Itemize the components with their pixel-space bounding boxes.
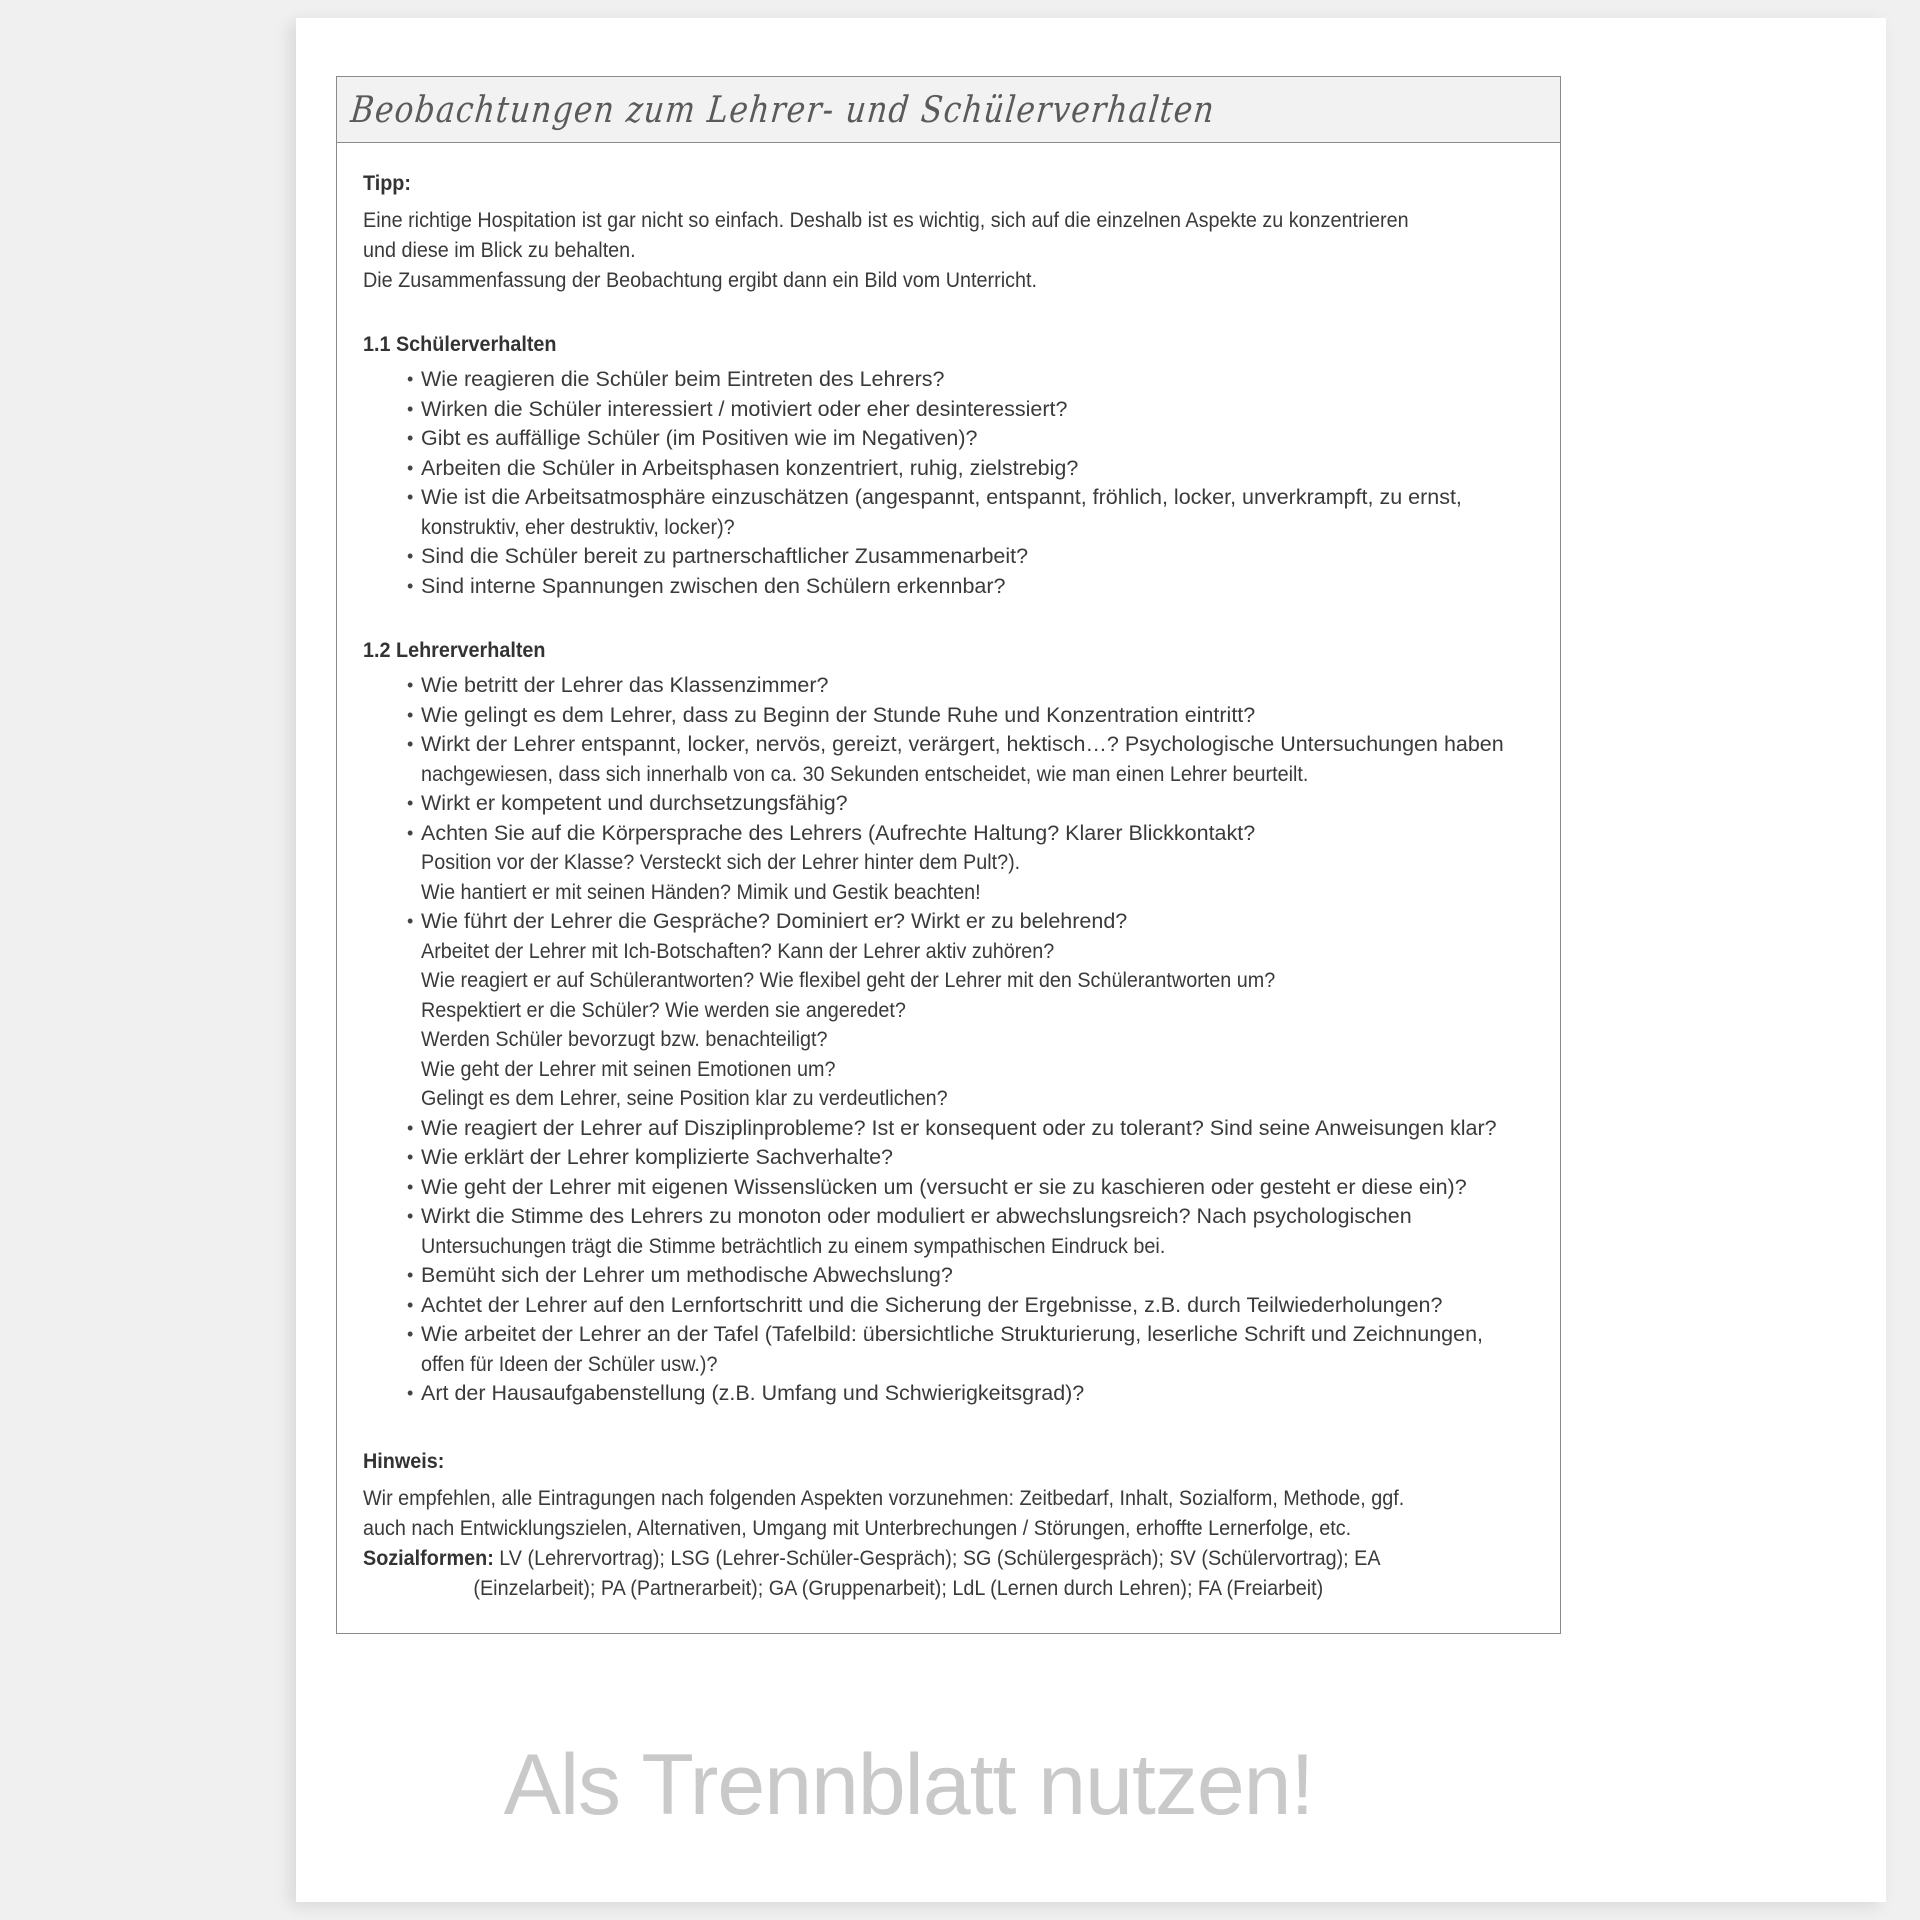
social-forms-line-1 [363,1543,1440,1573]
watermark-text: Als Trennblatt nutzen! [503,1737,1314,1833]
note-line-2: auch nach Entwicklungszielen, Alternativen, Umgang mit Unterbrechungen / Störungen, erhoffte Lernerfolge, etc. [363,1516,1352,1540]
tip-block [363,167,1534,295]
list-item-line: Wirken die Schüler interessiert / motiviert oder eher desinteressiert? [421,396,1068,421]
note-block [363,1445,1534,1603]
list-item-line: konstruktiv, eher destruktiv, locker)? [421,514,735,539]
list-item [363,395,1534,425]
list-item-line: Gibt es auffällige Schüler (im Positiven wie im Negativen)? [421,426,978,451]
list-item-line: Wie hantiert er mit seinen Händen? Mimik und Gestik beachten! [421,879,981,904]
list-item [363,1143,1534,1173]
paper-sheet [296,18,1886,1902]
tip-line-2: und diese im Blick zu behalten. [363,238,636,263]
list-item-line: Wie reagieren die Schüler beim Eintreten des Lehrers? [421,367,945,392]
bullet-list-1-1 [363,365,1534,601]
social-forms-line-2: (Einzelarbeit); PA (Partnerarbeit); GA (Gruppenarbeit); LdL (Lernen durch Lehren); FA (Freiarbeit) [473,1576,1324,1600]
section-lehrerverhalten [363,635,1534,1409]
list-item [363,1261,1534,1291]
list-item-line: Sind interne Spannungen zwischen den Schülern erkennbar? [421,573,1006,598]
section-heading-1-2: 1.2 Lehrerverhalten [363,638,546,663]
list-item [363,701,1534,731]
social-forms-text: LV (Lehrervortrag); LSG (Lehrer-Schüler-Gespräch); SG (Schülergespräch); SV (Schülervortrag); EA [493,1546,1381,1570]
note-line-1: Wir empfehlen, alle Eintragungen nach folgenden Aspekten vorzunehmen: Zeitbedarf, Inhalt, Sozialform, Methode, ggf. [363,1486,1405,1510]
list-item [363,730,1534,789]
list-item [363,1114,1534,1144]
list-item-line: Wie geht der Lehrer mit eigenen Wissenslücken um (versucht er sie zu kaschieren oder gesteht er diese ein)? [421,1174,1467,1199]
list-item-line: Wie reagiert der Lehrer auf Disziplinprobleme? Ist er konsequent oder zu tolerant? Sind seine Anweisungen klar? [421,1115,1497,1140]
tip-line-3: Die Zusammenfassung der Beobachtung ergibt dann ein Bild vom Unterricht. [363,268,1037,293]
list-item-line: Wie gelingt es dem Lehrer, dass zu Beginn der Stunde Ruhe und Konzentration eintritt? [421,702,1256,727]
list-item-line: Wie reagiert er auf Schülerantworten? Wie flexibel geht der Lehrer mit den Schülerantworten um? [421,968,1276,993]
list-item-line: Gelingt es dem Lehrer, seine Position klar zu verdeutlichen? [421,1086,948,1111]
document-title-bar [337,77,1560,143]
list-item-line: Wirkt der Lehrer entspannt, locker, nervös, gereizt, verärgert, hektisch…? Psychologische Untersuchungen haben [421,732,1504,757]
list-item [363,483,1534,542]
list-item [363,542,1534,572]
document-frame [336,76,1561,1634]
list-item-line: Wie betritt der Lehrer das Klassenzimmer? [421,673,829,698]
list-item [363,572,1534,602]
list-item-line: Arbeiten die Schüler in Arbeitsphasen konzentriert, ruhig, zielstrebig? [421,455,1079,480]
list-item-line: Wie erklärt der Lehrer komplizierte Sachverhalte? [421,1145,894,1170]
list-item-line: Respektiert er die Schüler? Wie werden sie angeredet? [421,997,906,1022]
list-item-line: Position vor der Klasse? Versteckt sich der Lehrer hinter dem Pult?). [421,850,1021,875]
list-item [363,907,1534,1114]
section-heading-1-1: 1.1 Schülerverhalten [363,332,557,357]
list-item [363,1202,1534,1261]
list-item [363,454,1534,484]
list-item-line: Wie arbeitet der Lehrer an der Tafel (Tafelbild: übersichtliche Strukturierung, leserliche Schrift und Zeichnungen, [421,1322,1484,1347]
list-item-line: Achtet der Lehrer auf den Lernfortschritt und die Sicherung der Ergebnisse, z.B. durch Teilwiederholungen? [421,1292,1443,1317]
list-item-line: Wie geht der Lehrer mit seinen Emotionen um? [421,1056,836,1081]
list-item-line: Sind die Schüler bereit zu partnerschaftlicher Zusammenarbeit? [421,544,1029,569]
social-forms-label: Sozialformen: [363,1546,494,1570]
list-item-line: Wie ist die Arbeitsatmosphäre einzuschätzen (angespannt, entspannt, fröhlich, locker, unverkrampft, zu ernst, [421,485,1462,510]
list-item-line: offen für Ideen der Schüler usw.)? [421,1351,718,1376]
section-schuelerverhalten [363,329,1534,601]
list-item-line: Untersuchungen trägt die Stimme beträchtlich zu einem sympathischen Eindruck bei. [421,1233,1166,1258]
list-item-line: Wirkt er kompetent und durchsetzungsfähig? [421,791,848,816]
list-item [363,365,1534,395]
list-item [363,424,1534,454]
tip-line-1: Eine richtige Hospitation ist gar nicht so einfach. Deshalb ist es wichtig, sich auf die einzelnen Aspekte zu konzentrieren [363,208,1409,233]
list-item-line: Werden Schüler bevorzugt bzw. benachteiligt? [421,1027,828,1052]
list-item [363,1291,1534,1321]
bullet-list-1-2 [363,671,1534,1409]
page-title: Beobachtungen zum Lehrer- und Schülerverhalten [348,88,1218,131]
list-item-line: Achten Sie auf die Körpersprache des Lehrers (Aufrechte Haltung? Klarer Blickkontakt? [421,820,1256,845]
list-item [363,1173,1534,1203]
list-item [363,789,1534,819]
document-body [337,143,1560,1633]
list-item-line: Wie führt der Lehrer die Gespräche? Dominiert er? Wirkt er zu belehrend? [421,909,1128,934]
list-item [363,819,1534,908]
list-item-line: Wirkt die Stimme des Lehrers zu monoton oder moduliert er abwechslungsreich? Nach psychologischen [421,1204,1412,1229]
tip-label: Tipp: [363,171,411,195]
list-item [363,1320,1534,1379]
list-item-line: Art der Hausaufgabenstellung (z.B. Umfang und Schwierigkeitsgrad)? [421,1381,1085,1406]
note-label: Hinweis: [363,1448,445,1473]
list-item-line: Arbeitet der Lehrer mit Ich-Botschaften? Kann der Lehrer aktiv zuhören? [421,938,1055,963]
list-item [363,671,1534,701]
list-item [363,1379,1534,1409]
list-item-line: Bemüht sich der Lehrer um methodische Abwechslung? [421,1263,953,1288]
list-item-line: nachgewiesen, dass sich innerhalb von ca. 30 Sekunden entscheidet, wie man einen Lehrer beurteilt. [421,761,1309,786]
